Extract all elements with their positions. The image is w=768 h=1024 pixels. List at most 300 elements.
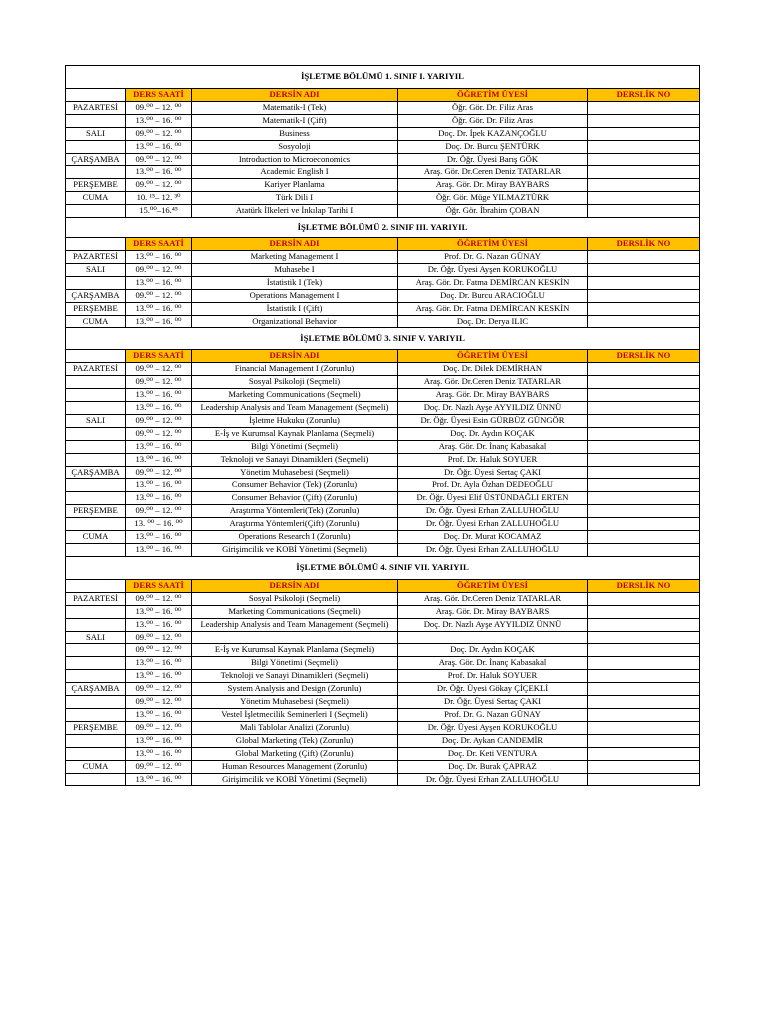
- schedule-table: [65, 65, 700, 786]
- teacher-cell: Prof. Dr. Haluk SOYUER: [398, 670, 588, 683]
- teacher-cell: Dr. Öğr. Üyesi Ayşen KORUKOĞLU: [398, 721, 588, 734]
- day-cell: PERŞEMBE: [66, 179, 126, 192]
- time-cell: 09.⁰⁰ – 12. ⁰⁰: [126, 179, 192, 192]
- teacher-cell: Öğr. Gör. İbrahim ÇOBAN: [398, 205, 588, 218]
- teacher-cell: Doç. Dr. Burcu ŞENTÜRK: [398, 140, 588, 153]
- course-cell: Muhasebe I: [192, 263, 398, 276]
- column-header-row: [66, 238, 700, 251]
- header-derslik-no: DERSLİK NO: [588, 579, 700, 592]
- teacher-cell: Doç. Dr. Burcu ARACIOĞLU: [398, 289, 588, 302]
- table-row: [66, 427, 700, 440]
- table-row: [66, 250, 700, 263]
- room-cell: [588, 531, 700, 544]
- day-cell: [66, 114, 126, 127]
- course-cell: Operations Management I: [192, 289, 398, 302]
- room-cell: [588, 618, 700, 631]
- time-cell: 13.⁰⁰ – 16. ⁰⁰: [126, 657, 192, 670]
- course-cell: Teknoloji ve Sanayi Dinamikleri (Seçmeli): [192, 670, 398, 683]
- course-cell: Matematik-I (Tek): [192, 101, 398, 114]
- teacher-cell: Dr. Öğr. Üyesi Sertaç ÇAKI: [398, 696, 588, 709]
- table-row: [66, 289, 700, 302]
- time-cell: 13.⁰⁰ – 16. ⁰⁰: [126, 492, 192, 505]
- teacher-cell: Dr. Öğr. Üyesi Esin GÜRBÜZ GÜNGÖR: [398, 414, 588, 427]
- table-row: [66, 153, 700, 166]
- course-cell: Yönetim Muhasebesi (Seçmeli): [192, 466, 398, 479]
- schedule-body: [66, 66, 700, 786]
- time-cell: 13.⁰⁰ – 16. ⁰⁰: [126, 250, 192, 263]
- day-cell: CUMA: [66, 315, 126, 328]
- teacher-cell: Doç. Dr. Keti VENTURA: [398, 747, 588, 760]
- time-cell: 13.⁰⁰ – 16. ⁰⁰: [126, 618, 192, 631]
- time-cell: 13.⁰⁰ – 16. ⁰⁰: [126, 734, 192, 747]
- table-row: [66, 696, 700, 709]
- column-header-row: [66, 579, 700, 592]
- table-row: [66, 605, 700, 618]
- teacher-cell: Doç. Dr. Nazlı Ayşe AYYILDIZ ÜNNÜ: [398, 618, 588, 631]
- time-cell: 13.⁰⁰ – 16. ⁰⁰: [126, 773, 192, 786]
- room-cell: [588, 544, 700, 557]
- header-ders-saati: DERS SAATİ: [126, 89, 192, 102]
- room-cell: [588, 631, 700, 644]
- table-row: [66, 466, 700, 479]
- teacher-cell: Araş. Gör. Dr. Fatma DEMİRCAN KESKİN: [398, 302, 588, 315]
- day-cell: PERŞEMBE: [66, 505, 126, 518]
- time-cell: 09.⁰⁰ – 12. ⁰⁰: [126, 683, 192, 696]
- course-cell: Sosyoloji: [192, 140, 398, 153]
- course-cell: E-İş ve Kurumsal Kaynak Planlama (Seçmeli): [192, 427, 398, 440]
- table-row: [66, 773, 700, 786]
- header-ders-saati: DERS SAATİ: [126, 579, 192, 592]
- table-row: [66, 453, 700, 466]
- header-derslik-no: DERSLİK NO: [588, 89, 700, 102]
- day-cell: CUMA: [66, 760, 126, 773]
- day-cell: SALI: [66, 631, 126, 644]
- table-row: [66, 747, 700, 760]
- teacher-cell: Dr. Öğr. Üyesi Erhan ZALLUHOĞLU: [398, 773, 588, 786]
- day-cell: ÇARŞAMBA: [66, 289, 126, 302]
- room-cell: [588, 153, 700, 166]
- header-ogretim-uyesi: ÖĞRETİM ÜYESİ: [398, 89, 588, 102]
- time-cell: 09.⁰⁰ – 12. ⁰⁰: [126, 263, 192, 276]
- time-cell: 09.⁰⁰ – 12. ⁰⁰: [126, 466, 192, 479]
- section-title-row: [66, 218, 700, 238]
- column-header-row: [66, 89, 700, 102]
- table-row: [66, 531, 700, 544]
- day-cell: [66, 708, 126, 721]
- teacher-cell: Doç. Dr. Derya ILIC: [398, 315, 588, 328]
- course-cell: İşletme Hukuku (Zorunlu): [192, 414, 398, 427]
- course-cell: Marketing Communications (Seçmeli): [192, 389, 398, 402]
- day-cell: [66, 492, 126, 505]
- course-cell: [192, 631, 398, 644]
- room-cell: [588, 315, 700, 328]
- room-cell: [588, 670, 700, 683]
- time-cell: 13.⁰⁰ – 16. ⁰⁰: [126, 453, 192, 466]
- header-day: [66, 238, 126, 251]
- day-cell: [66, 644, 126, 657]
- time-cell: 09.⁰⁰ – 12. ⁰⁰: [126, 414, 192, 427]
- header-ders-saati: DERS SAATİ: [126, 350, 192, 363]
- time-cell: 13.⁰⁰ – 16. ⁰⁰: [126, 605, 192, 618]
- room-cell: [588, 389, 700, 402]
- table-row: [66, 657, 700, 670]
- day-cell: SALI: [66, 127, 126, 140]
- time-cell: 09.⁰⁰ – 12. ⁰⁰: [126, 631, 192, 644]
- course-cell: Vestel İşletmecilik Seminerleri I (Seçmeli): [192, 708, 398, 721]
- time-cell: 09.⁰⁰ – 12. ⁰⁰: [126, 505, 192, 518]
- course-cell: Türk Dili I: [192, 192, 398, 205]
- time-cell: 09.⁰⁰ – 12. ⁰⁰: [126, 101, 192, 114]
- table-row: [66, 479, 700, 492]
- room-cell: [588, 708, 700, 721]
- teacher-cell: Prof. Dr. Haluk SOYUER: [398, 453, 588, 466]
- course-cell: System Analysis and Design (Zorunlu): [192, 683, 398, 696]
- time-cell: 13.⁰⁰ – 16. ⁰⁰: [126, 402, 192, 415]
- time-cell: 13.⁰⁰ – 16. ⁰⁰: [126, 440, 192, 453]
- time-cell: 09.⁰⁰ – 12. ⁰⁰: [126, 721, 192, 734]
- room-cell: [588, 427, 700, 440]
- table-row: [66, 363, 700, 376]
- table-row: [66, 302, 700, 315]
- day-cell: [66, 140, 126, 153]
- course-cell: Introduction to Microeconomics: [192, 153, 398, 166]
- room-cell: [588, 466, 700, 479]
- time-cell: 13.⁰⁰ – 16. ⁰⁰: [126, 747, 192, 760]
- table-row: [66, 263, 700, 276]
- table-row: [66, 114, 700, 127]
- day-cell: CUMA: [66, 192, 126, 205]
- table-row: [66, 127, 700, 140]
- time-cell: 09.⁰⁰ – 12. ⁰⁰: [126, 696, 192, 709]
- day-cell: [66, 518, 126, 531]
- teacher-cell: Dr. Öğr. Üyesi Ayşen KORUKOĞLU: [398, 263, 588, 276]
- day-cell: [66, 605, 126, 618]
- day-cell: [66, 389, 126, 402]
- course-cell: Yönetim Muhasebesi (Seçmeli): [192, 696, 398, 709]
- table-row: [66, 376, 700, 389]
- room-cell: [588, 505, 700, 518]
- day-cell: PERŞEMBE: [66, 721, 126, 734]
- room-cell: [588, 205, 700, 218]
- teacher-cell: [398, 631, 588, 644]
- header-ogretim-uyesi: ÖĞRETİM ÜYESİ: [398, 350, 588, 363]
- column-header-row: [66, 350, 700, 363]
- teacher-cell: Dr. Öğr. Üyesi Elif ÜSTÜNDAĞLI ERTEN: [398, 492, 588, 505]
- section-title-row: [66, 556, 700, 579]
- time-cell: 09.⁰⁰ – 12. ⁰⁰: [126, 644, 192, 657]
- course-cell: Bilgi Yönetimi (Seçmeli): [192, 657, 398, 670]
- day-cell: [66, 734, 126, 747]
- table-row: [66, 631, 700, 644]
- table-row: [66, 618, 700, 631]
- section-title-row: [66, 328, 700, 350]
- section-title: İŞLETME BÖLÜMÜ 2. SINIF III. YARIYIL: [66, 218, 700, 238]
- teacher-cell: Öğr. Gör. Dr. Filiz Aras: [398, 114, 588, 127]
- time-cell: 09.⁰⁰ – 12. ⁰⁰: [126, 289, 192, 302]
- room-cell: [588, 289, 700, 302]
- table-row: [66, 101, 700, 114]
- time-cell: 13.⁰⁰ – 16. ⁰⁰: [126, 531, 192, 544]
- room-cell: [588, 414, 700, 427]
- table-row: [66, 708, 700, 721]
- table-row: [66, 721, 700, 734]
- course-cell: Atatürk İlkeleri ve İnkılap Tarihi I: [192, 205, 398, 218]
- section-title-row: [66, 66, 700, 89]
- teacher-cell: Doç. Dr. Aykan CANDEMİR: [398, 734, 588, 747]
- day-cell: CUMA: [66, 531, 126, 544]
- course-cell: Organizational Behavior: [192, 315, 398, 328]
- teacher-cell: Araş. Gör. Dr.Ceren Deniz TATARLAR: [398, 376, 588, 389]
- section-title: İŞLETME BÖLÜMÜ 1. SINIF I. YARIYIL: [66, 66, 700, 89]
- teacher-cell: Prof. Dr. G. Nazan GÜNAY: [398, 708, 588, 721]
- day-cell: [66, 670, 126, 683]
- room-cell: [588, 101, 700, 114]
- teacher-cell: Doç. Dr. İpek KAZANÇOĞLU: [398, 127, 588, 140]
- day-cell: PAZARTESİ: [66, 250, 126, 263]
- table-row: [66, 670, 700, 683]
- time-cell: 09.⁰⁰ – 12. ⁰⁰: [126, 376, 192, 389]
- day-cell: [66, 402, 126, 415]
- room-cell: [588, 657, 700, 670]
- day-cell: [66, 657, 126, 670]
- table-row: [66, 140, 700, 153]
- room-cell: [588, 492, 700, 505]
- day-cell: [66, 427, 126, 440]
- time-cell: 13.⁰⁰ – 16. ⁰⁰: [126, 276, 192, 289]
- time-cell: 13.⁰⁰ – 16. ⁰⁰: [126, 544, 192, 557]
- course-cell: Business: [192, 127, 398, 140]
- course-cell: İstatistik I (Tek): [192, 276, 398, 289]
- room-cell: [588, 760, 700, 773]
- course-cell: Araştırma Yöntemleri(Çift) (Zorunlu): [192, 518, 398, 531]
- time-cell: 13.⁰⁰ – 16. ⁰⁰: [126, 670, 192, 683]
- teacher-cell: Dr. Öğr. Üyesi Gökay ÇİÇEKLİ: [398, 683, 588, 696]
- room-cell: [588, 402, 700, 415]
- time-cell: 09.⁰⁰ – 12. ⁰⁰: [126, 427, 192, 440]
- header-day: [66, 350, 126, 363]
- room-cell: [588, 518, 700, 531]
- teacher-cell: Dr. Öğr. Üyesi Barış GÖK: [398, 153, 588, 166]
- day-cell: [66, 205, 126, 218]
- course-cell: Kariyer Planlama: [192, 179, 398, 192]
- time-cell: 13.⁰⁰ – 16. ⁰⁰: [126, 114, 192, 127]
- table-row: [66, 734, 700, 747]
- table-row: [66, 315, 700, 328]
- section-title: İŞLETME BÖLÜMÜ 3. SINIF V. YARIYIL: [66, 328, 700, 350]
- course-cell: Teknoloji ve Sanayi Dinamikleri (Seçmeli): [192, 453, 398, 466]
- day-cell: [66, 618, 126, 631]
- room-cell: [588, 453, 700, 466]
- course-cell: Global Marketing (Tek) (Zorunlu): [192, 734, 398, 747]
- day-cell: SALI: [66, 414, 126, 427]
- course-cell: Marketing Management I: [192, 250, 398, 263]
- time-cell: 13.⁰⁰ – 16. ⁰⁰: [126, 140, 192, 153]
- room-cell: [588, 734, 700, 747]
- teacher-cell: Doç. Dr. Aydın KOÇAK: [398, 427, 588, 440]
- teacher-cell: Araş. Gör. Dr. Miray BAYBARS: [398, 605, 588, 618]
- table-row: [66, 592, 700, 605]
- day-cell: [66, 166, 126, 179]
- course-cell: Girişimcilik ve KOBİ Yönetimi (Seçmeli): [192, 773, 398, 786]
- time-cell: 09.⁰⁰ – 12. ⁰⁰: [126, 153, 192, 166]
- day-cell: PAZARTESİ: [66, 363, 126, 376]
- time-cell: 09.⁰⁰ – 12. ⁰⁰: [126, 760, 192, 773]
- room-cell: [588, 376, 700, 389]
- teacher-cell: Dr. Öğr. Üyesi Erhan ZALLUHOĞLU: [398, 505, 588, 518]
- time-cell: 13.⁰⁰ – 16. ⁰⁰: [126, 166, 192, 179]
- room-cell: [588, 683, 700, 696]
- teacher-cell: Araş. Gör. Dr.Ceren Deniz TATARLAR: [398, 592, 588, 605]
- day-cell: [66, 440, 126, 453]
- day-cell: [66, 376, 126, 389]
- room-cell: [588, 140, 700, 153]
- teacher-cell: Prof. Dr. G. Nazan GÜNAY: [398, 250, 588, 263]
- teacher-cell: Araş. Gör. Dr. İnanç Kabasakal: [398, 657, 588, 670]
- course-cell: Sosyal Psikoloji (Seçmeli): [192, 592, 398, 605]
- table-row: [66, 402, 700, 415]
- day-cell: [66, 276, 126, 289]
- header-day: [66, 579, 126, 592]
- header-dersin-adi: DERSİN ADI: [192, 350, 398, 363]
- room-cell: [588, 276, 700, 289]
- room-cell: [588, 192, 700, 205]
- day-cell: [66, 453, 126, 466]
- header-ders-saati: DERS SAATİ: [126, 238, 192, 251]
- teacher-cell: Araş. Gör. Dr. Miray BAYBARS: [398, 389, 588, 402]
- room-cell: [588, 644, 700, 657]
- teacher-cell: Öğr. Gör. Dr. Filiz Aras: [398, 101, 588, 114]
- course-cell: E-İş ve Kurumsal Kaynak Planlama (Seçmeli): [192, 644, 398, 657]
- course-cell: İstatistik I (Çift): [192, 302, 398, 315]
- time-cell: 13.⁰⁰ – 16. ⁰⁰: [126, 315, 192, 328]
- table-row: [66, 544, 700, 557]
- course-cell: Leadership Analysis and Team Management (Seçmeli): [192, 402, 398, 415]
- course-cell: Mali Tablolar Analizi (Zorunlu): [192, 721, 398, 734]
- header-dersin-adi: DERSİN ADI: [192, 579, 398, 592]
- teacher-cell: Dr. Öğr. Üyesi Sertaç ÇAKI: [398, 466, 588, 479]
- teacher-cell: Prof. Dr. Ayla Özhan DEDEOĞLU: [398, 479, 588, 492]
- header-ogretim-uyesi: ÖĞRETİM ÜYESİ: [398, 238, 588, 251]
- header-ogretim-uyesi: ÖĞRETİM ÜYESİ: [398, 579, 588, 592]
- day-cell: ÇARŞAMBA: [66, 683, 126, 696]
- course-cell: Sosyal Psikoloji (Seçmeli): [192, 376, 398, 389]
- teacher-cell: Doç. Dr. Burak ÇAPRAZ: [398, 760, 588, 773]
- time-cell: 13.⁰⁰ – 16. ⁰⁰: [126, 708, 192, 721]
- table-row: [66, 518, 700, 531]
- room-cell: [588, 179, 700, 192]
- header-derslik-no: DERSLİK NO: [588, 238, 700, 251]
- room-cell: [588, 440, 700, 453]
- day-cell: [66, 544, 126, 557]
- course-cell: Academic English I: [192, 166, 398, 179]
- teacher-cell: Doç. Dr. Aydın KOÇAK: [398, 644, 588, 657]
- room-cell: [588, 166, 700, 179]
- time-cell: 09.⁰⁰ – 12. ⁰⁰: [126, 592, 192, 605]
- course-cell: Financial Management I (Zorunlu): [192, 363, 398, 376]
- table-row: [66, 166, 700, 179]
- teacher-cell: Doç. Dr. Nazlı Ayşe AYYILDIZ ÜNNÜ: [398, 402, 588, 415]
- teacher-cell: Araş. Gör. Dr. Fatma DEMİRCAN KESKİN: [398, 276, 588, 289]
- table-row: [66, 389, 700, 402]
- header-dersin-adi: DERSİN ADI: [192, 238, 398, 251]
- time-cell: 15.⁰⁰–16.⁴⁵: [126, 205, 192, 218]
- table-row: [66, 644, 700, 657]
- teacher-cell: Dr. Öğr. Üyesi Erhan ZALLUHOĞLU: [398, 518, 588, 531]
- table-row: [66, 414, 700, 427]
- teacher-cell: Araş. Gör. Dr. Miray BAYBARS: [398, 179, 588, 192]
- time-cell: 09.⁰⁰ – 12. ⁰⁰: [126, 127, 192, 140]
- table-row: [66, 683, 700, 696]
- room-cell: [588, 721, 700, 734]
- table-row: [66, 505, 700, 518]
- table-row: [66, 179, 700, 192]
- header-derslik-no: DERSLİK NO: [588, 350, 700, 363]
- day-cell: PAZARTESİ: [66, 101, 126, 114]
- room-cell: [588, 127, 700, 140]
- course-cell: Human Resources Management (Zorunlu): [192, 760, 398, 773]
- room-cell: [588, 479, 700, 492]
- time-cell: 13.⁰⁰ – 16. ⁰⁰: [126, 389, 192, 402]
- course-cell: Marketing Communications (Seçmeli): [192, 605, 398, 618]
- room-cell: [588, 250, 700, 263]
- table-row: [66, 760, 700, 773]
- header-day: [66, 89, 126, 102]
- day-cell: SALI: [66, 263, 126, 276]
- day-cell: ÇARŞAMBA: [66, 466, 126, 479]
- table-row: [66, 276, 700, 289]
- time-cell: 13.⁰⁰ – 16. ⁰⁰: [126, 479, 192, 492]
- teacher-cell: Dr. Öğr. Üyesi Erhan ZALLUHOĞLU: [398, 544, 588, 557]
- day-cell: PAZARTESİ: [66, 592, 126, 605]
- course-cell: Consumer Behavior (Çift) (Zorunlu): [192, 492, 398, 505]
- course-cell: Matematik-I (Çift): [192, 114, 398, 127]
- teacher-cell: Öğr. Gör. Müge YILMAZTÜRK: [398, 192, 588, 205]
- day-cell: [66, 696, 126, 709]
- course-cell: Leadership Analysis and Team Management (Seçmeli): [192, 618, 398, 631]
- room-cell: [588, 747, 700, 760]
- header-dersin-adi: DERSİN ADI: [192, 89, 398, 102]
- teacher-cell: Doç. Dr. Murat KOCAMAZ: [398, 531, 588, 544]
- teacher-cell: Doç. Dr. Dilek DEMİRHAN: [398, 363, 588, 376]
- table-row: [66, 205, 700, 218]
- table-row: [66, 440, 700, 453]
- teacher-cell: Araş. Gör. Dr.Ceren Deniz TATARLAR: [398, 166, 588, 179]
- teacher-cell: Araş. Gör. Dr. İnanç Kabasakal: [398, 440, 588, 453]
- course-cell: Bilgi Yönetimi (Seçmeli): [192, 440, 398, 453]
- time-cell: 13.⁰⁰ – 16. ⁰⁰: [126, 302, 192, 315]
- course-cell: Global Marketing (Çift) (Zorunlu): [192, 747, 398, 760]
- time-cell: 10. ¹⁵– 12. ³⁰: [126, 192, 192, 205]
- room-cell: [588, 263, 700, 276]
- table-row: [66, 492, 700, 505]
- room-cell: [588, 114, 700, 127]
- day-cell: [66, 773, 126, 786]
- day-cell: PERŞEMBE: [66, 302, 126, 315]
- room-cell: [588, 605, 700, 618]
- course-cell: Consumer Behavior (Tek) (Zorunlu): [192, 479, 398, 492]
- room-cell: [588, 773, 700, 786]
- room-cell: [588, 696, 700, 709]
- room-cell: [588, 302, 700, 315]
- time-cell: 09.⁰⁰ – 12. ⁰⁰: [126, 363, 192, 376]
- room-cell: [588, 592, 700, 605]
- course-cell: Araştırma Yöntemleri(Tek) (Zorunlu): [192, 505, 398, 518]
- day-cell: [66, 479, 126, 492]
- table-row: [66, 192, 700, 205]
- course-cell: Girişimcilik ve KOBİ Yönetimi (Seçmeli): [192, 544, 398, 557]
- course-cell: Operations Research I (Zorunlu): [192, 531, 398, 544]
- room-cell: [588, 363, 700, 376]
